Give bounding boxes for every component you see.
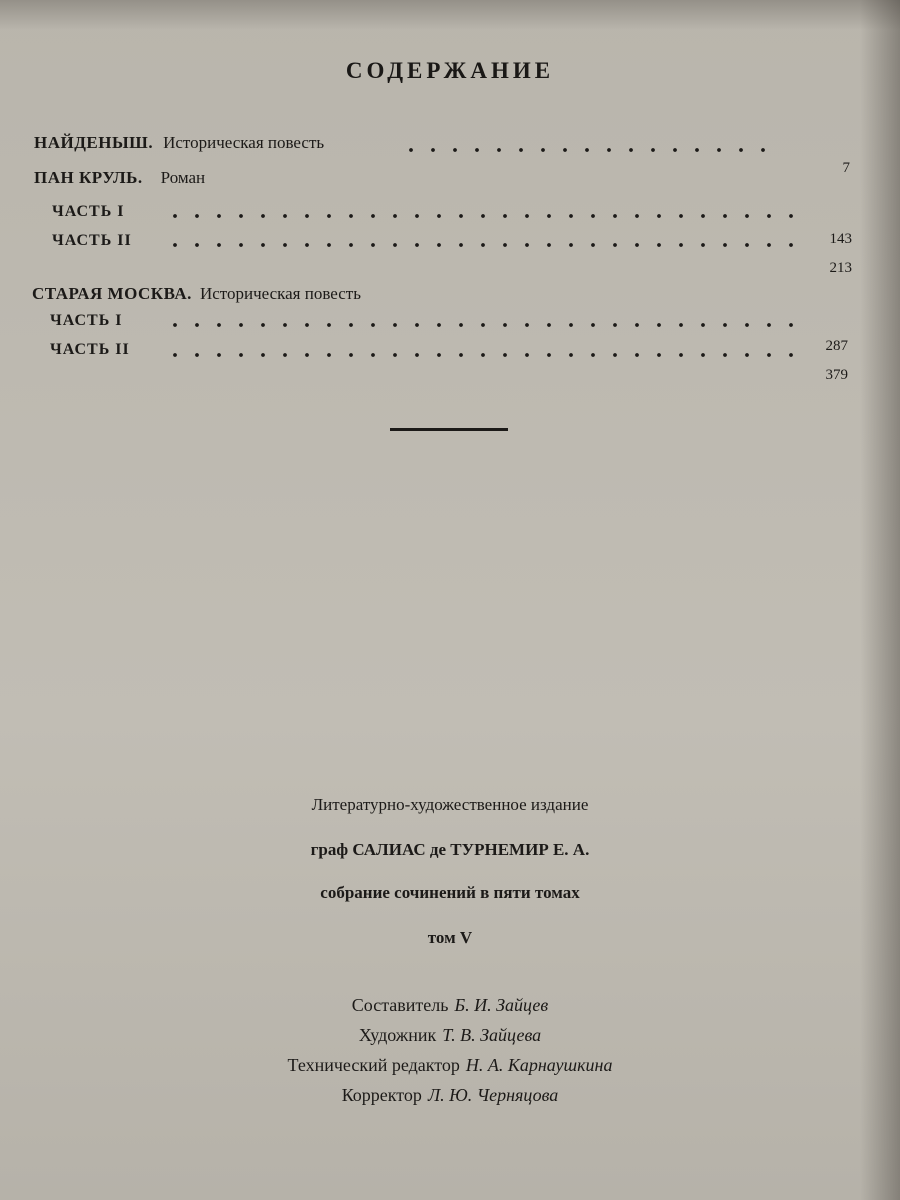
toc-part-label: ЧАСТЬ I	[52, 203, 125, 220]
author-name: граф САЛИАС де ТУРНЕМИР Е. А.	[310, 840, 590, 859]
toc-page-number: 379	[825, 367, 848, 383]
collection-title: собрание сочинений в пяти томах	[320, 883, 580, 902]
credit-name: Б. И. Зайцев	[454, 995, 549, 1015]
toc-entry-title: ПАН КРУЛЬ.	[34, 168, 143, 187]
page-shadow-right	[860, 0, 900, 1200]
toc-page-number: 213	[829, 260, 852, 276]
credit-tech-editor	[0, 1055, 900, 1076]
credit-name: Т. В. Зайцева	[442, 1025, 542, 1045]
dot-leader	[164, 213, 804, 219]
toc-page-number: 143	[829, 231, 852, 247]
toc-entry-title: НАЙДЕНЫШ.	[34, 133, 154, 152]
credit-role: Технический редактор	[287, 1055, 460, 1075]
toc-page-number: 287	[825, 338, 848, 354]
credit-role: Корректор	[341, 1085, 422, 1105]
toc-part-label: ЧАСТЬ II	[50, 341, 130, 358]
toc-entry-staraya-moskva	[32, 284, 361, 304]
toc-page-number: 7	[842, 160, 850, 176]
edition-type: Литературно-художественное издание	[311, 795, 589, 814]
credit-artist	[0, 1025, 900, 1046]
page-shadow-top	[0, 0, 900, 30]
volume-number: том V	[427, 928, 473, 947]
toc-entry-subtitle: Роман	[160, 168, 206, 187]
credit-proofreader	[0, 1085, 900, 1106]
dot-leader	[164, 352, 804, 358]
dot-leader	[400, 147, 780, 153]
credit-name: Л. Ю. Черняцова	[427, 1085, 559, 1105]
credit-name: Н. А. Карнаушкина	[465, 1055, 613, 1075]
credit-role: Художник	[358, 1025, 437, 1045]
toc-entry-title: СТАРАЯ МОСКВА.	[32, 284, 192, 303]
toc-entry-pan-krul	[34, 168, 205, 188]
section-divider	[390, 428, 508, 431]
toc-entry-naydenysh	[34, 133, 324, 153]
toc-entry-subtitle: Историческая повесть	[163, 133, 325, 152]
credit-role: Составитель	[351, 995, 449, 1015]
toc-part-label: ЧАСТЬ I	[50, 312, 123, 329]
dot-leader	[164, 242, 804, 248]
credit-compiler	[0, 995, 900, 1016]
dot-leader	[164, 322, 804, 328]
toc-part-label: ЧАСТЬ II	[52, 232, 132, 249]
contents-heading: СОДЕРЖАНИЕ	[345, 58, 555, 83]
toc-entry-subtitle: Историческая повесть	[199, 284, 361, 303]
